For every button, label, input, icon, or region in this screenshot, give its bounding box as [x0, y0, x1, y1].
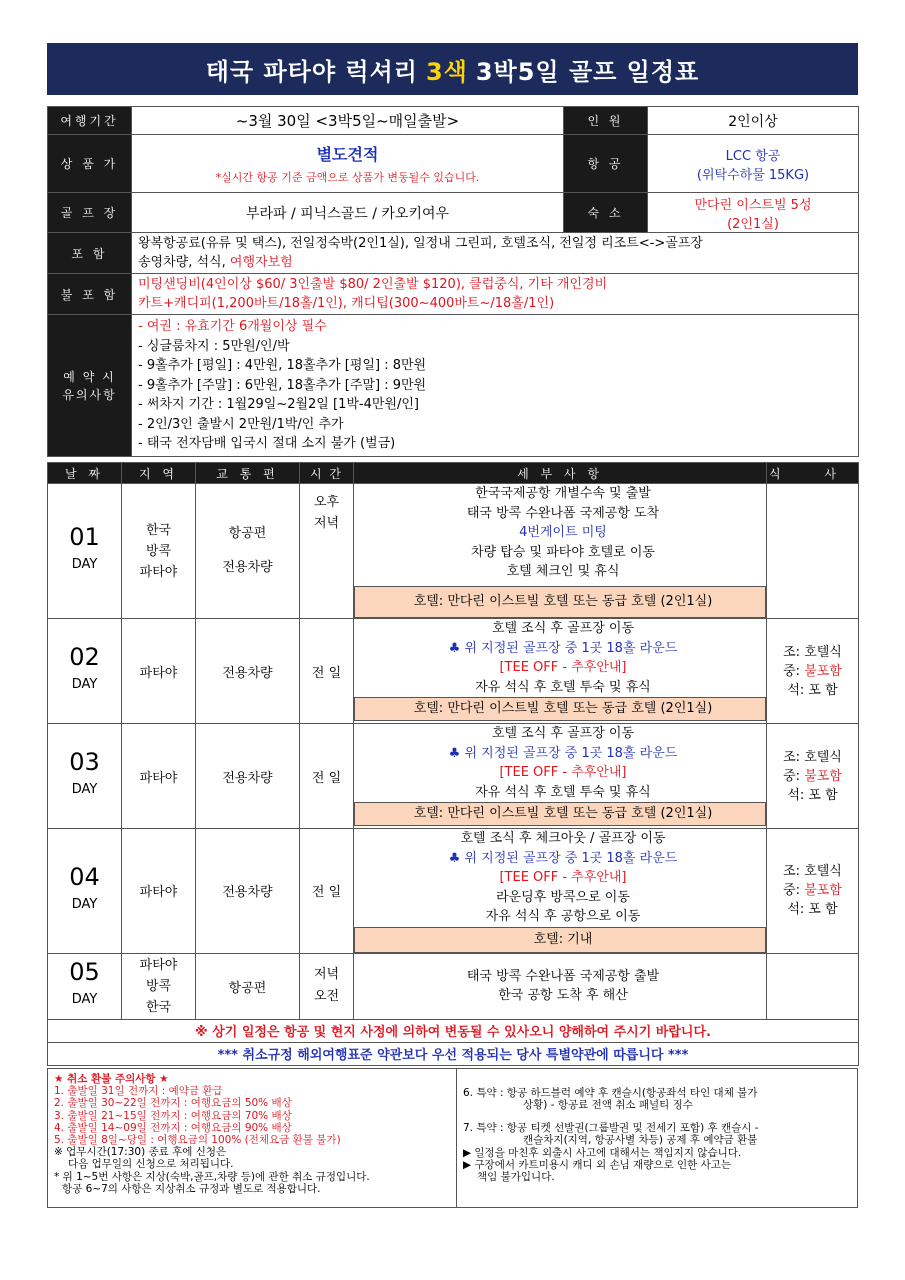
hotel-info: 호텔: 만다린 이스트빌 호텔 또는 동급 호텔 (2인1실): [354, 802, 766, 826]
day-region: 파타야 방콕 한국: [122, 953, 196, 1019]
incl-line: 왕복항공료(유류 및 택스), 전일정숙박(2인1실), 일정내 그린피, 호텔조식, 전일정 리조트<->골프장: [138, 235, 703, 251]
excl-line: 미팅샌딩비(4인이상 $60/ 3인출발 $80/ 2인출발 $120), 클럽중식, 기타 개인경비: [138, 276, 608, 292]
notice-line: - 여권 : 유효기간 6개월이상 필수: [138, 319, 327, 335]
col-date: 날 짜: [48, 463, 122, 484]
day-detail: 호텔 조식 후 골프장 이동 ♣ 위 지정된 골프장 중 1곳 18홀 라운드 [TEE OFF - 추후안내] 자유 석식 후 호텔 투숙 및 휴식 호텔: 만다린 이스트빌 호텔 또는 동급 호텔 (2인1실): [354, 619, 767, 724]
day-row: [48, 829, 859, 954]
col-transport: 교 통 편: [196, 463, 300, 484]
excl-cell: [132, 274, 859, 315]
day-meal: [767, 953, 859, 1019]
day-number: 05 DAY: [48, 953, 122, 1019]
day-region: 파타야: [122, 619, 196, 724]
notice-line: - 2인/3인 출발시 2만원/1박/인 추가: [138, 416, 344, 432]
day-number: 01 DAY: [48, 484, 122, 619]
day-row: [48, 724, 859, 829]
schedule-table: [47, 462, 859, 1066]
notice-cell: [132, 315, 859, 457]
people-label: 인 원: [564, 107, 648, 135]
price-value: 별도견적: [316, 145, 379, 164]
day-transport: 전용차량: [196, 619, 300, 724]
work-hours-note: ※ 업무시간(17:30) 종료 후에 신청은: [54, 1146, 227, 1159]
schedule-notice: ※ 상기 일정은 항공 및 현지 사정에 의하여 변동될 수 있사오니 양해하여 주시기 바랍니다.: [48, 1019, 859, 1042]
disclaimer: ▶ 구장에서 카트미용시 캐디 외 손님 재량으로 인한 사고는: [463, 1159, 732, 1172]
hotel-value: 만다린 이스트빌 5성: [694, 197, 812, 213]
price-note: *실시간 항공 기준 금액으로 상품가 변동될수 있습니다.: [215, 171, 480, 184]
cancel-item: 1. 출발일 31일 전까지 : 예약금 환급: [54, 1085, 223, 1098]
day-detail: 호텔 조식 후 골프장 이동 ♣ 위 지정된 골프장 중 1곳 18홀 라운드 [TEE OFF - 추후안내] 자유 석식 후 호텔 투숙 및 휴식 호텔: 만다린 이스트빌 호텔 또는 동급 호텔 (2인1실): [354, 724, 767, 829]
incl-cell: [132, 233, 859, 274]
hotel-info: 호텔: 기내: [354, 927, 766, 953]
cancel-policy-notice: *** 취소규정 해외여행표준 약관보다 우선 적용되는 당사 특별약관에 따릅니다 ***: [48, 1042, 859, 1065]
hotel-label: 숙 소: [564, 193, 648, 233]
day-region: 파타야: [122, 724, 196, 829]
day-row: [48, 484, 859, 619]
cancel-item: 5. 출발일 8일~당일 : 여행요금의 100% (전체요금 환불 불가): [54, 1134, 341, 1147]
day-transport: 전용차량: [196, 724, 300, 829]
day-transport: 항공편 전용차량: [196, 484, 300, 619]
notice-line: - 9홀추가 [주말] : 6만원, 18홀추가 [주말] : 9만원: [138, 377, 427, 393]
day-meal: [767, 484, 859, 619]
people-value: 2인이상: [648, 107, 859, 135]
hotel-cell: [648, 193, 859, 233]
day-detail: 호텔 조식 후 체크아웃 / 골프장 이동 ♣ 위 지정된 골프장 중 1곳 18홀 라운드 [TEE OFF - 추후안내] 라운딩후 방콕으로 이동 자유 석식 후 공항으로 이동 호텔: 기내: [354, 829, 767, 954]
cancel-refund-rules: [48, 1069, 457, 1207]
day-time: 전 일: [300, 829, 354, 954]
day-meal: 조: 호텔식 중: 불포함 석: 포 함: [767, 829, 859, 954]
day-transport: 항공편: [196, 953, 300, 1019]
notice-label: 예 약 시 유의사항: [48, 315, 132, 457]
day-time: 전 일: [300, 724, 354, 829]
col-time: 시 간: [300, 463, 354, 484]
day-meal: 조: 호텔식 중: 불포함 석: 포 함: [767, 724, 859, 829]
incl-line: 송영차량, 석식, 여행자보험: [138, 255, 293, 270]
special-term: 7. 특약 : 항공 티켓 선발권(그룹발권 및 전세기 포함) 후 캔슬시 -: [463, 1121, 759, 1134]
day-row: [48, 953, 859, 1019]
day-number: 04 DAY: [48, 829, 122, 954]
period-value: ~3월 30일 <3박5일~매일출발>: [132, 107, 564, 135]
cancel-policy: [47, 1068, 858, 1208]
notice-line: - 싱글룸차지 : 5만원/인/박: [138, 338, 290, 354]
period-label: 여행기간: [48, 107, 132, 135]
day-time: 저녁 오전: [300, 953, 354, 1019]
cancel-item: 4. 출발일 14~09일 전까지 : 여행요금의 90% 배상: [54, 1121, 292, 1134]
hotel-info: 호텔: 만다린 이스트빌 호텔 또는 동급 호텔 (2인1실): [354, 586, 766, 618]
notice-line: - 9홀추가 [평일] : 4만원, 18홀추가 [평일] : 8만원: [138, 358, 427, 374]
notice-line: - 태국 전자담배 입국시 절대 소지 불가 (벌금): [138, 436, 396, 452]
special-terms: [457, 1069, 857, 1207]
day-time: 오후 저녁: [300, 484, 354, 619]
notice-line: - 써차지 기간 : 1월29일~2월2일 [1박-4만원/인]: [138, 397, 419, 413]
day-number: 03 DAY: [48, 724, 122, 829]
rule-note: * 위 1~5번 사항은 지상(숙박,골프,차량 등)에 관한 취소 규정입니다.: [54, 1170, 370, 1183]
hotel-info: 호텔: 만다린 이스트빌 호텔 또는 동급 호텔 (2인1실): [354, 697, 766, 721]
disclaimer: ▶ 일정을 마친후 외출시 사고에 대해서는 책임지지 않습니다.: [463, 1146, 742, 1159]
day-number: 02 DAY: [48, 619, 122, 724]
col-meal: 식 사: [767, 463, 859, 484]
work-hours-note: 다음 업무일의 신청으로 처리됩니다.: [68, 1158, 234, 1171]
disclaimer: 책임 불가입니다.: [477, 1171, 555, 1184]
price-label: 상 품 가: [48, 135, 132, 193]
golf-label: 골 프 장: [48, 193, 132, 233]
price-cell: [132, 135, 564, 193]
day-row: [48, 619, 859, 724]
cancel-title: ★ 취소 환불 주의사항 ★: [54, 1073, 169, 1085]
day-time: 전 일: [300, 619, 354, 724]
col-detail: 세 부 사 항: [354, 463, 767, 484]
day-meal: 조: 호텔식 중: 불포함 석: 포 함: [767, 619, 859, 724]
page-title: 태국 파타야 럭셔리 3색 3박5일 골프 일정표: [47, 43, 858, 95]
air-label: 항 공: [564, 135, 648, 193]
excl-line: 카트+캐디피(1,200바트/18홀/1인), 캐디팁(300~400바트~/18홀/1인): [138, 296, 555, 311]
day-detail: 태국 방콕 수완나폼 국제공항 출발 한국 공항 도착 후 해산: [354, 953, 767, 1019]
day-region: 한국 방콕 파타야: [122, 484, 196, 619]
rule-note: 항공 6~7의 사항은 지상취소 규정과 별도로 적용합니다.: [62, 1182, 321, 1195]
air-baggage: (위탁수하물 15KG): [696, 167, 810, 183]
day-region: 파타야: [122, 829, 196, 954]
golf-value: 부라파 / 피닉스골드 / 카오키여우: [132, 193, 564, 233]
excl-label: 불 포 함: [48, 274, 132, 315]
air-cell: [648, 135, 859, 193]
cancel-item: 2. 출발일 30~22일 전까지 : 여행요금의 50% 배상: [54, 1097, 292, 1110]
info-table: [47, 106, 859, 457]
col-region: 지 역: [122, 463, 196, 484]
special-term: 캔슬차지(지역, 항공사별 차등) 공제 후 예약금 환불: [523, 1134, 758, 1147]
day-detail: 한국국제공항 개별수속 및 출발 태국 방콕 수완나폼 국제공항 도착 4번게이트 미팅 차량 탑승 및 파타야 호텔로 이동 호텔 체크인 및 휴식 호텔: 만다린 이스트빌 호텔 또는 동급 호텔 (2인1실): [354, 484, 767, 619]
incl-label: 포 함: [48, 233, 132, 274]
air-value: LCC 항공: [725, 148, 781, 164]
hotel-room: (2인1실): [727, 216, 779, 232]
special-term: 상황) - 항공료 전액 취소 패널티 징수: [523, 1099, 693, 1112]
special-term: 6. 특약 : 항공 하드블럭 예약 후 캔슬시(항공좌석 타인 대체 불가: [463, 1087, 758, 1099]
day-transport: 전용차량: [196, 829, 300, 954]
cancel-item: 3. 출발일 21~15일 전까지 : 여행요금의 70% 배상: [54, 1109, 292, 1122]
